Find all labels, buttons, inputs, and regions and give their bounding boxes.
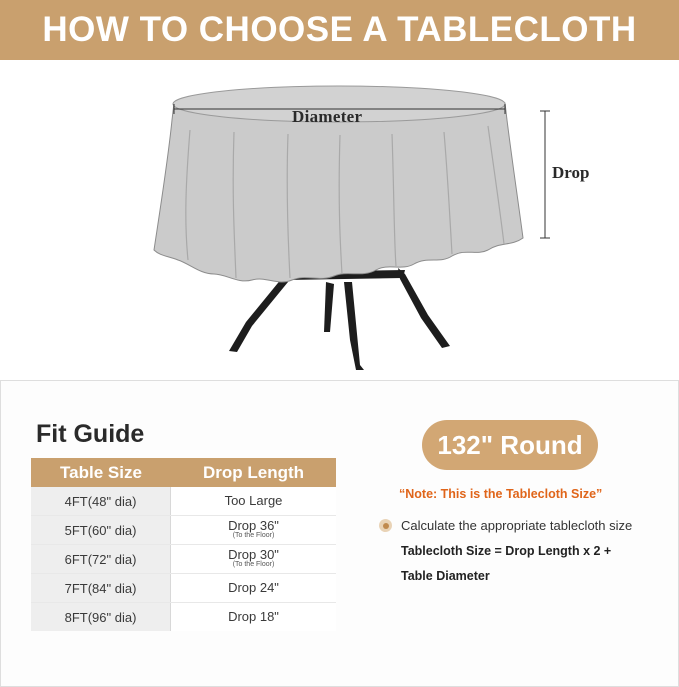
row-drop-length bbox=[171, 603, 336, 631]
header-table-size: Table Size bbox=[60, 462, 142, 482]
size-badge: 132" Round bbox=[422, 420, 598, 470]
header-drop-length: Drop Length bbox=[202, 462, 305, 482]
drop-note: (To the Floor) bbox=[232, 561, 275, 568]
drop-note: (To the Floor) bbox=[232, 532, 275, 539]
drop-value: Drop 36" bbox=[228, 518, 279, 533]
page-title: HOW TO CHOOSE A TABLECLOTH bbox=[42, 10, 637, 49]
formula-line-1: Tablecloth Size = Drop Length x 2 + bbox=[401, 544, 612, 558]
table-row bbox=[31, 487, 336, 515]
row-table-size: 5FT(60" dia) bbox=[31, 516, 171, 544]
header-banner bbox=[0, 0, 679, 60]
table-row bbox=[31, 574, 336, 602]
row-table-size: 4FT(48" dia) bbox=[31, 487, 171, 515]
drop-value: Drop 30" bbox=[228, 547, 279, 562]
row-drop-length bbox=[171, 574, 336, 602]
formula-line-2: Table Diameter bbox=[401, 569, 490, 583]
drop-value: Drop 24" bbox=[228, 580, 279, 595]
table-header bbox=[31, 458, 336, 487]
radio-bullet-icon bbox=[379, 519, 392, 532]
size-note: “Note: This is the Tablecloth Size” bbox=[399, 487, 603, 501]
table-row bbox=[31, 545, 336, 573]
row-drop-length bbox=[171, 487, 336, 515]
row-table-size: 8FT(96" dia) bbox=[31, 603, 171, 631]
calc-instruction: Calculate the appropriate tablecloth size bbox=[401, 518, 633, 533]
drop-value: Too Large bbox=[224, 493, 283, 508]
row-table-size: 7FT(84" dia) bbox=[31, 574, 171, 602]
drop-value: Drop 18" bbox=[228, 609, 279, 624]
row-table-size: 6FT(72" dia) bbox=[31, 545, 171, 573]
diameter-label: Diameter bbox=[292, 107, 363, 126]
fit-guide-title: Fit Guide bbox=[36, 420, 145, 448]
table-row bbox=[31, 603, 336, 631]
row-drop-length bbox=[171, 545, 336, 573]
drop-line bbox=[540, 111, 550, 238]
tablecloth-illustration bbox=[0, 60, 679, 380]
table-row bbox=[31, 516, 336, 544]
table-legs bbox=[229, 268, 450, 370]
row-drop-length bbox=[171, 516, 336, 544]
drop-label: Drop bbox=[552, 163, 590, 182]
fit-guide-table bbox=[31, 458, 336, 631]
